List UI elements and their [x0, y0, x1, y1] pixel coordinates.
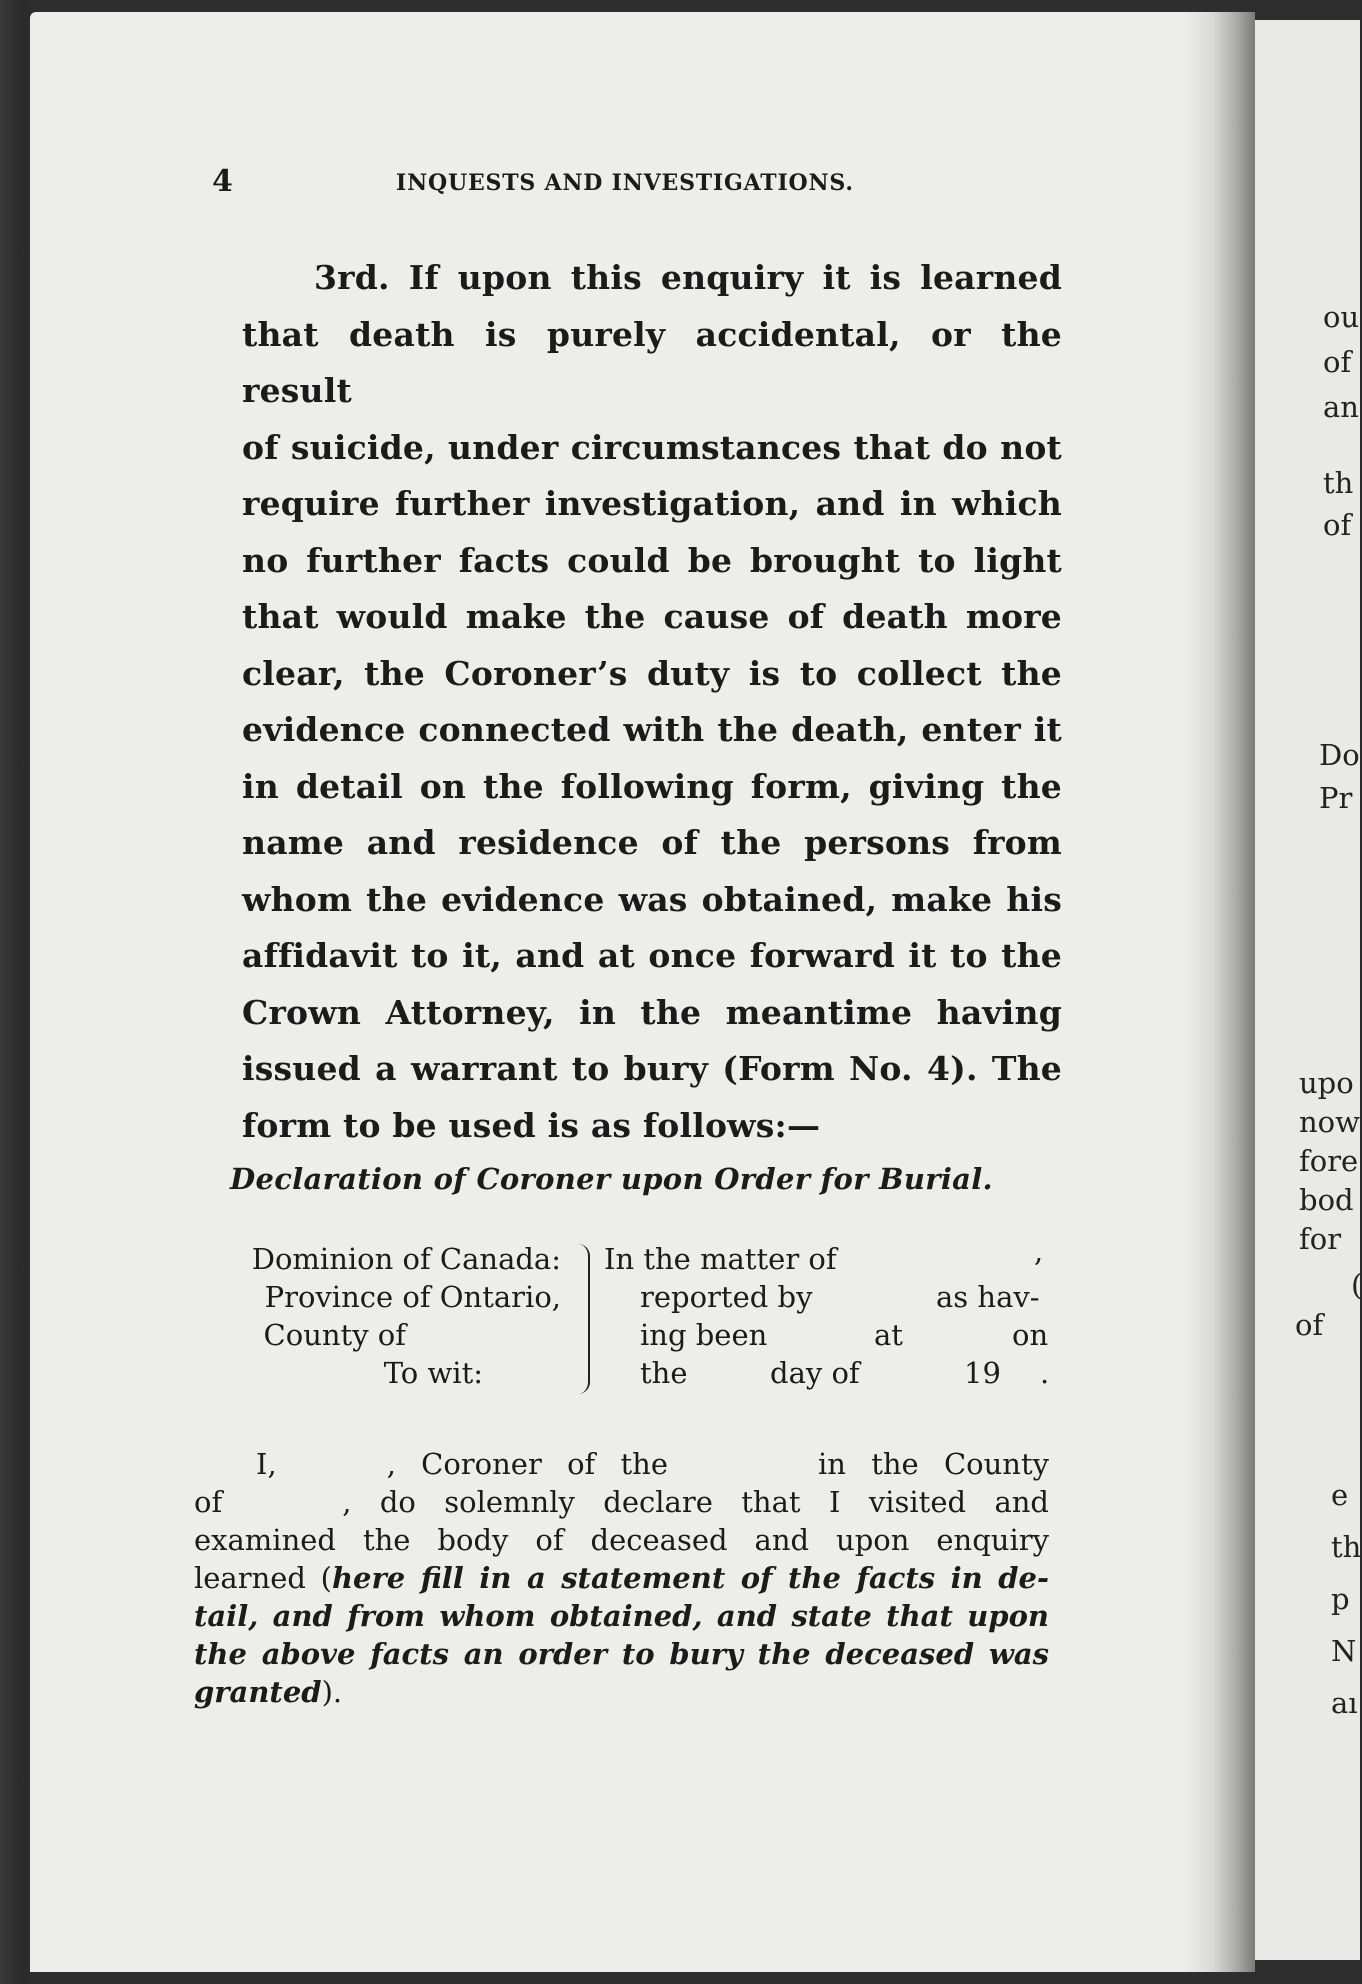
paragraph-line: of suicide, under circumstances that do not [242, 427, 1062, 467]
paragraph-line: no further facts could be brought to light [242, 540, 1062, 580]
facing-fragment: of [1323, 345, 1352, 379]
venue-line: To wit: [383, 1356, 483, 1390]
matter-text: ing been [640, 1318, 768, 1352]
matter-text: 19 [964, 1356, 1001, 1390]
matter-text: day of [770, 1356, 860, 1390]
facing-fragment: th [1323, 466, 1354, 500]
decl-italic: tail, and from whom obtained, and state that upon [194, 1599, 1049, 1633]
paragraph-line: whom the evidence was obtained, make his [242, 879, 1062, 919]
facing-fragment: p [1331, 1582, 1350, 1616]
facing-page [1255, 20, 1360, 1960]
page-number: 4 [212, 164, 233, 199]
facing-fragment: upo [1299, 1066, 1354, 1100]
paragraph-line: clear, the Coroner’s duty is to collect the [242, 653, 1062, 693]
venue-line: County of [263, 1318, 406, 1352]
matter-text: . [1040, 1356, 1050, 1390]
facing-fragment: N [1331, 1634, 1357, 1668]
paragraph-line: 3rd. If upon this enquiry it is learned [314, 258, 1062, 297]
main-paragraph [242, 250, 1062, 1154]
facing-fragment: aı [1331, 1686, 1358, 1720]
form-title: Declaration of Coroner upon Order for Burial. [230, 1162, 993, 1196]
matter-block [604, 1234, 1052, 1392]
decl-text: , Coroner of the [386, 1447, 669, 1481]
matter-text: In the matter of [604, 1242, 837, 1276]
decl-italic: granted [194, 1675, 322, 1709]
venue-line: Province of Ontario, [264, 1280, 561, 1314]
facing-fragment: now [1299, 1105, 1360, 1139]
book-gutter [1185, 12, 1255, 1972]
matter-text: as hav- [936, 1280, 1040, 1314]
facing-fragment: an [1323, 390, 1359, 424]
decl-text: learned ( [194, 1561, 332, 1595]
paragraph-line: issued a warrant to bury (Form No. 4). The [242, 1049, 1062, 1088]
facing-fragment: th [1331, 1530, 1362, 1564]
curly-brace [566, 1244, 590, 1394]
declaration-paragraph [194, 1445, 1049, 1711]
venue-block [196, 1240, 561, 1392]
decl-text: , do solemnly declare that I visited and [342, 1485, 1049, 1519]
venue-line: Dominion of Canada: [251, 1242, 561, 1276]
paragraph-line: affidavit to it, and at once forward it to the [242, 936, 1062, 975]
matter-text: at [874, 1318, 903, 1352]
decl-italic: here fill in a statement of the facts in de- [331, 1561, 1049, 1595]
facing-fragment: Pr [1319, 781, 1353, 815]
paragraph-line: that death is purely accidental, or the result [242, 314, 1062, 410]
matter-text: the [640, 1356, 688, 1390]
facing-fragment: e [1331, 1478, 1349, 1512]
decl-text: of [194, 1485, 223, 1519]
matter-text: on [1012, 1318, 1049, 1352]
running-title: INQUESTS AND INVESTIGATIONS. [396, 170, 854, 196]
paragraph-line: Crown Attorney, in the meantime having [242, 992, 1062, 1032]
paragraph-line: require further investigation, and in which [242, 484, 1062, 523]
decl-text: examined the body of deceased and upon enquiry [194, 1523, 1049, 1557]
facing-fragment: ( [1351, 1268, 1362, 1302]
matter-text: reported by [640, 1280, 813, 1314]
paragraph-line: in detail on the following form, giving the [242, 766, 1062, 806]
paragraph-line: name and residence of the persons from [242, 823, 1062, 862]
decl-text: in the County [818, 1447, 1049, 1481]
facing-fragment: of [1295, 1308, 1324, 1342]
facing-fragment: bod [1299, 1183, 1354, 1217]
facing-fragment: of [1323, 508, 1352, 542]
decl-italic: the above facts an order to bury the deceased was [194, 1637, 1049, 1671]
matter-text: , [1034, 1234, 1044, 1268]
decl-text: ). [321, 1675, 343, 1709]
paragraph-line: form to be used is as follows:— [242, 1105, 821, 1145]
decl-text: I, [256, 1447, 277, 1481]
running-head [212, 164, 1072, 204]
paragraph-line: that would make the cause of death more [242, 597, 1062, 636]
paragraph-line: evidence connected with the death, enter it [242, 710, 1062, 749]
facing-fragment: for [1299, 1222, 1342, 1256]
facing-fragment: ou [1323, 300, 1360, 334]
facing-fragment: Do [1319, 738, 1360, 772]
facing-fragment: fore [1299, 1144, 1359, 1178]
